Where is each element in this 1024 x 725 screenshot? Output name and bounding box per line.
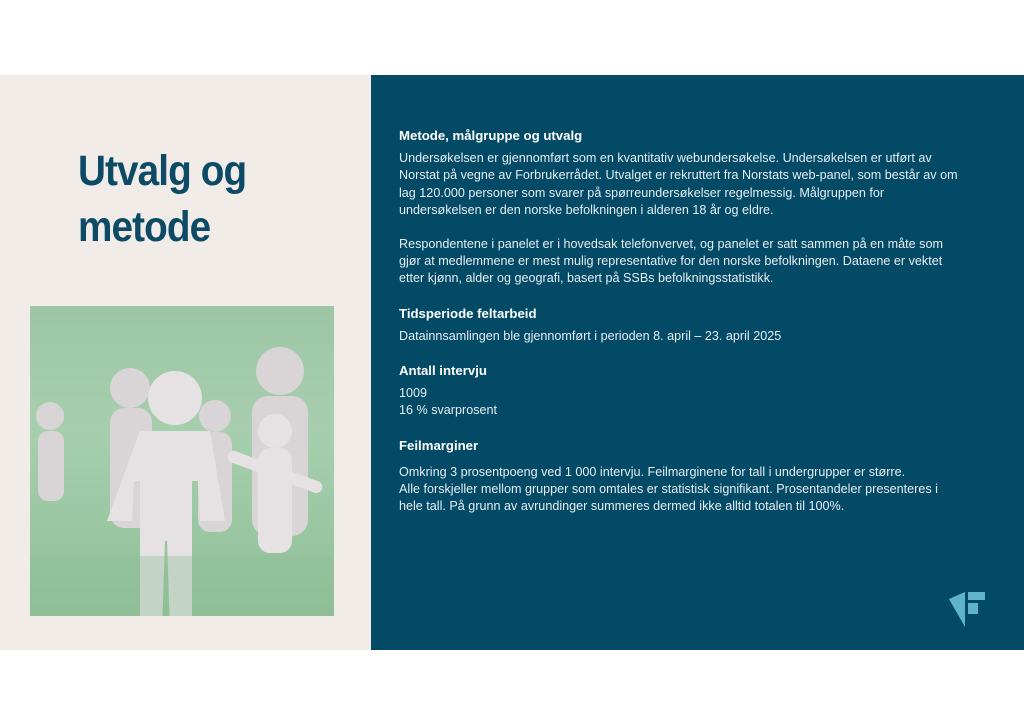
section-heading: Metode, målgruppe og utvalg	[399, 128, 583, 143]
paragraph: Datainnsamlingen ble gjennomført i perioden 8. april – 23. april 2025	[399, 328, 782, 343]
paragraph: Alle forskjeller mellom grupper som omtales er statistisk signifikant. Prosentandeler presenteres i hele tall. På grunn av avrundinger summeres dermed ikke alltid totalen til 100%.	[399, 482, 938, 514]
section-margins	[399, 437, 959, 516]
paragraph: Undersøkelsen er gjennomført som en kvantitativ webundersøkelse. Undersøkelsen er utført av Norstat på vegne av Forbrukerrådet. Utvalget er rekruttert fra Norstats web-panel, som består av om lag 120.000 personer som svarer på spørreundersøkelser regelmessig. Målgruppen for undersøkelsen er den norske befolkningen i alderen 18 år og eldre.	[399, 151, 958, 217]
right-panel	[371, 75, 1024, 650]
section-heading: Antall intervju	[399, 363, 487, 379]
forbrukerradet-logo-icon	[947, 587, 987, 629]
method-content	[399, 127, 959, 515]
people-figures-image	[30, 306, 334, 616]
interview-count: 1009	[399, 386, 428, 401]
section-method	[399, 127, 959, 288]
page-title	[78, 143, 246, 255]
section-interviews	[399, 362, 959, 420]
response-rate: 16 % svarprosent	[399, 403, 498, 418]
section-heading: Tidsperiode feltarbeid	[399, 305, 537, 321]
slide	[0, 75, 1024, 650]
title-line-2: metode	[78, 203, 211, 251]
section-period	[399, 305, 959, 345]
left-panel	[0, 75, 371, 650]
title-line-1: Utvalg og	[78, 147, 247, 195]
paragraph: Omkring 3 prosentpoeng ved 1 000 intervju. Feilmarginene for tall i undergrupper er større.	[399, 464, 906, 479]
section-heading: Feilmarginer	[399, 437, 479, 453]
paper-people-illustration	[30, 306, 334, 616]
paragraph: Respondentene i panelet er i hovedsak telefonvervet, og panelet er satt sammen på en måte som gjør at medlemmene er mest mulig representative for den norske befolkningen. Dataene er vektet etter kjønn, alder og geografi, basert på SSBs befolkningsstatistikk.	[399, 237, 943, 286]
